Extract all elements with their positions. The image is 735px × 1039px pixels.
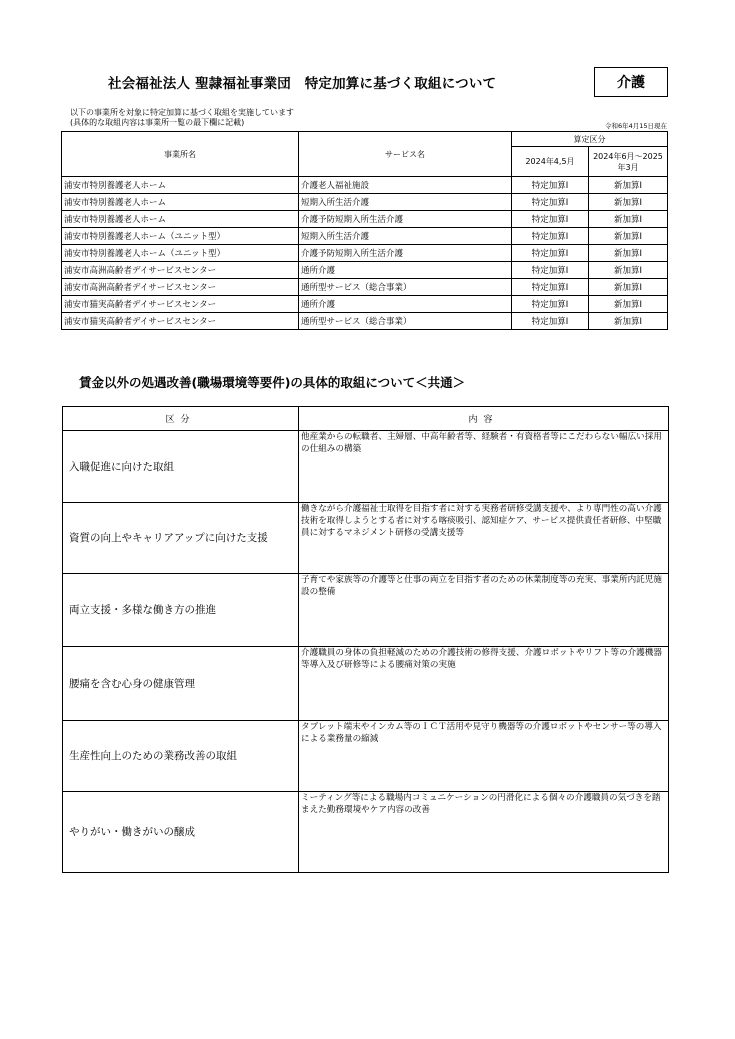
office-cell: 浦安市高洲高齢者デイサービスセンター bbox=[62, 279, 299, 296]
measure-row bbox=[63, 503, 669, 574]
period1-cell: 特定加算Ⅰ bbox=[512, 228, 589, 245]
period1-cell: 特定加算Ⅰ bbox=[512, 194, 589, 211]
period2-cell: 新加算Ⅰ bbox=[589, 211, 668, 228]
service-cell: 通所介護 bbox=[299, 296, 512, 313]
measure-row bbox=[63, 431, 669, 503]
measure-row bbox=[63, 647, 669, 721]
service-table bbox=[61, 131, 668, 330]
content-cell: タブレット端末やインカム等のＩＣＴ活用や見守り機器等の介護ロボットやセンサー等の導入による業務量の縮減 bbox=[299, 721, 669, 792]
category-cell: やりがい・働きがいの醸成 bbox=[63, 792, 299, 873]
table-row bbox=[62, 262, 668, 279]
period1-cell: 特定加算Ⅰ bbox=[512, 177, 589, 194]
col-content-header: 内容 bbox=[299, 407, 669, 431]
period1-cell: 特定加算Ⅰ bbox=[512, 279, 589, 296]
service-cell: 介護予防短期入所生活介護 bbox=[299, 245, 512, 262]
intro-note-detail: (具体的な取組内容は事業所一覧の最下欄に記載) bbox=[70, 118, 245, 127]
category-cell: 生産性向上のための業務改善の取組 bbox=[63, 721, 299, 792]
service-cell: 介護予防短期入所生活介護 bbox=[299, 211, 512, 228]
table-row bbox=[62, 279, 668, 296]
office-cell: 浦安市猫実高齢者デイサービスセンター bbox=[62, 296, 299, 313]
col-category-header: 区分 bbox=[63, 407, 299, 431]
period2-cell: 新加算Ⅰ bbox=[589, 262, 668, 279]
col-period2-header: 2024年6月～2025年3月 bbox=[589, 147, 668, 177]
office-cell: 浦安市特別養護老人ホーム bbox=[62, 177, 299, 194]
table-row bbox=[62, 296, 668, 313]
period2-cell: 新加算Ⅰ bbox=[589, 279, 668, 296]
category-badge: 介護 bbox=[594, 67, 668, 97]
service-cell: 通所型サービス（総合事業） bbox=[299, 313, 512, 330]
office-cell: 浦安市特別養護老人ホーム（ユニット型） bbox=[62, 228, 299, 245]
content-cell: 働きながら介護福祉士取得を目指す者に対する実務者研修受講支援や、より専門性の高い介護技術を取得しようとする者に対する喀痰吸引、認知症ケア、サービス提供責任者研修、中堅職員に対するマネジメント研修の受講支援等 bbox=[299, 503, 669, 574]
page-title: 社会福祉法人 聖隷福祉事業団 特定加算に基づく取組について bbox=[108, 76, 497, 92]
office-cell: 浦安市高洲高齢者デイサービスセンター bbox=[62, 262, 299, 279]
intro-note: 以下の事業所を対象に特定加算に基づく取組を実施しています bbox=[70, 108, 294, 117]
period1-cell: 特定加算Ⅰ bbox=[512, 313, 589, 330]
service-cell: 通所介護 bbox=[299, 262, 512, 279]
period1-cell: 特定加算Ⅰ bbox=[512, 262, 589, 279]
measure-row bbox=[63, 721, 669, 792]
period1-cell: 特定加算Ⅰ bbox=[512, 245, 589, 262]
period1-cell: 特定加算Ⅰ bbox=[512, 211, 589, 228]
category-cell: 資質の向上やキャリアアップに向けた支援 bbox=[63, 503, 299, 574]
period2-cell: 新加算Ⅰ bbox=[589, 194, 668, 211]
table-row bbox=[62, 313, 668, 330]
content-cell: 子育てや家族等の介護等と仕事の両立を目指す者のための休業制度等の充実、事業所内託児施設の整備 bbox=[299, 574, 669, 647]
measures-table bbox=[62, 406, 669, 873]
period1-cell: 特定加算Ⅰ bbox=[512, 296, 589, 313]
service-cell: 介護老人福祉施設 bbox=[299, 177, 512, 194]
table-row bbox=[62, 211, 668, 228]
table-row bbox=[62, 228, 668, 245]
period2-cell: 新加算Ⅰ bbox=[589, 296, 668, 313]
table-row bbox=[62, 194, 668, 211]
table-row bbox=[62, 245, 668, 262]
measure-row bbox=[63, 574, 669, 647]
content-cell: 介護職員の身体の負担軽減のための介護技術の修得支援、介護ロボットやリフト等の介護機器等導入及び研修等による腰痛対策の実施 bbox=[299, 647, 669, 721]
period2-cell: 新加算Ⅰ bbox=[589, 228, 668, 245]
service-cell: 短期入所生活介護 bbox=[299, 194, 512, 211]
content-cell: ミーティング等による職場内コミュニケーションの円滑化による個々の介護職員の気づきを踏まえた勤務環境やケア内容の改善 bbox=[299, 792, 669, 873]
period2-cell: 新加算Ⅰ bbox=[589, 313, 668, 330]
as-of-date: 令和6年4月15日現在 bbox=[604, 122, 667, 130]
col-period1-header: 2024年4,5月 bbox=[512, 147, 589, 177]
period2-cell: 新加算Ⅰ bbox=[589, 177, 668, 194]
col-service-header: サービス名 bbox=[299, 132, 512, 177]
service-cell: 短期入所生活介護 bbox=[299, 228, 512, 245]
office-cell: 浦安市特別養護老人ホーム（ユニット型） bbox=[62, 245, 299, 262]
col-office-header: 事業所名 bbox=[62, 132, 299, 177]
section-heading: 賃金以外の処遇改善(職場環境等要件)の具体的取組について＜共通＞ bbox=[79, 375, 466, 390]
category-cell: 入職促進に向けた取組 bbox=[63, 431, 299, 503]
col-calc-header: 算定区分 bbox=[512, 132, 668, 147]
office-cell: 浦安市特別養護老人ホーム bbox=[62, 211, 299, 228]
measure-row bbox=[63, 792, 669, 873]
category-cell: 両立支援・多様な働き方の推進 bbox=[63, 574, 299, 647]
category-cell: 腰痛を含む心身の健康管理 bbox=[63, 647, 299, 721]
service-cell: 通所型サービス（総合事業） bbox=[299, 279, 512, 296]
office-cell: 浦安市特別養護老人ホーム bbox=[62, 194, 299, 211]
content-cell: 他産業からの転職者、主婦層、中高年齢者等、経験者・有資格者等にこだわらない幅広い採用の仕組みの構築 bbox=[299, 431, 669, 503]
office-cell: 浦安市猫実高齢者デイサービスセンター bbox=[62, 313, 299, 330]
period2-cell: 新加算Ⅰ bbox=[589, 245, 668, 262]
table-row bbox=[62, 177, 668, 194]
